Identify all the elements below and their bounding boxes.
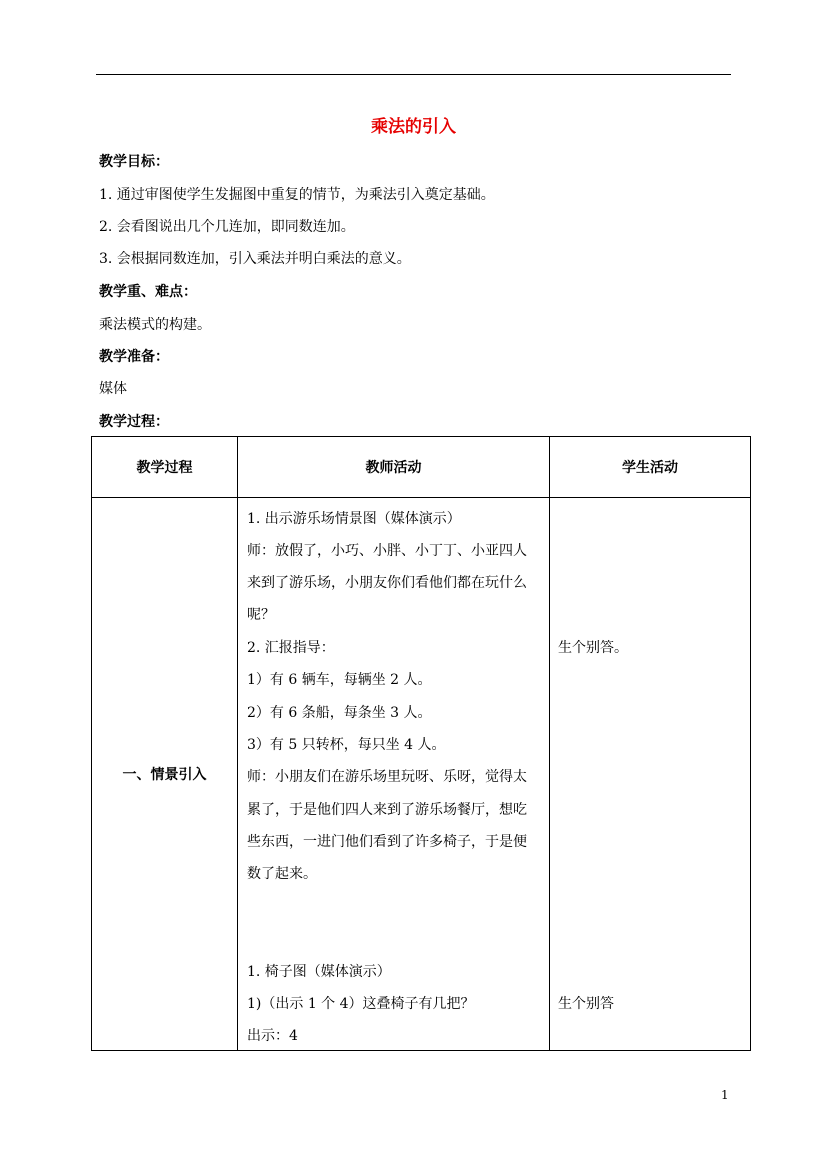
teacher-line: 累了，于是他们四人来到了游乐场餐厅，想吃 bbox=[247, 802, 527, 818]
teacher-line: 师：放假了，小巧、小胖、小丁丁、小亚四人 bbox=[247, 543, 527, 559]
prep-heading: 教学准备： bbox=[99, 349, 169, 365]
stage-cell bbox=[92, 498, 238, 1051]
goal-item: 1. 通过审图使学生发掘图中重复的情节，为乘法引入奠定基础。 bbox=[99, 187, 495, 203]
teacher-line: 呢？ bbox=[247, 607, 275, 623]
teacher-line: 2. 汇报指导： bbox=[247, 640, 335, 656]
goals-heading: 教学目标： bbox=[99, 154, 169, 170]
teacher-line: 1）有 6 辆车，每辆坐 2 人。 bbox=[247, 672, 432, 688]
teaching-process-table bbox=[91, 436, 751, 1051]
table-header-row bbox=[92, 437, 751, 498]
page-title: 乘法的引入 bbox=[371, 117, 456, 137]
header-process: 教学过程 bbox=[92, 437, 238, 498]
key-heading: 教学重、难点： bbox=[99, 284, 197, 300]
process-heading: 教学过程： bbox=[99, 414, 169, 430]
teacher-line: 出示：4 bbox=[247, 1028, 298, 1044]
table-row bbox=[92, 498, 751, 1051]
teacher-cell bbox=[238, 498, 550, 1051]
stage-label: 一、情景引入 bbox=[122, 767, 207, 783]
teacher-line: 1. 出示游乐场情景图（媒体演示） bbox=[247, 511, 461, 527]
teacher-line: 数了起来。 bbox=[247, 866, 317, 882]
student-cell bbox=[550, 498, 751, 1051]
student-line: 生个别答 bbox=[558, 996, 614, 1012]
header-rule bbox=[96, 74, 731, 75]
header-teacher: 教师活动 bbox=[238, 437, 550, 498]
page-number: 1 bbox=[721, 1088, 729, 1102]
key-text: 乘法模式的构建。 bbox=[99, 317, 211, 333]
prep-text: 媒体 bbox=[99, 381, 127, 397]
teacher-line: 3）有 5 只转杯，每只坐 4 人。 bbox=[247, 737, 446, 753]
teacher-line: 1. 椅子图（媒体演示） bbox=[247, 964, 391, 980]
goal-item: 2. 会看图说出几个几连加，即同数连加。 bbox=[99, 219, 355, 235]
teacher-line: 师：小朋友们在游乐场里玩呀、乐呀，觉得太 bbox=[247, 769, 527, 785]
header-student: 学生活动 bbox=[550, 437, 751, 498]
teacher-line: 些东西，一进门他们看到了许多椅子，于是便 bbox=[247, 834, 527, 850]
teacher-line: 1)（出示 1 个 4）这叠椅子有几把？ bbox=[247, 996, 475, 1012]
teacher-line: 来到了游乐场，小朋友你们看他们都在玩什么 bbox=[247, 575, 527, 591]
teacher-line: 2）有 6 条船，每条坐 3 人。 bbox=[247, 705, 432, 721]
goal-item: 3. 会根据同数连加，引入乘法并明白乘法的意义。 bbox=[99, 251, 411, 267]
student-line: 生个别答。 bbox=[558, 640, 628, 656]
